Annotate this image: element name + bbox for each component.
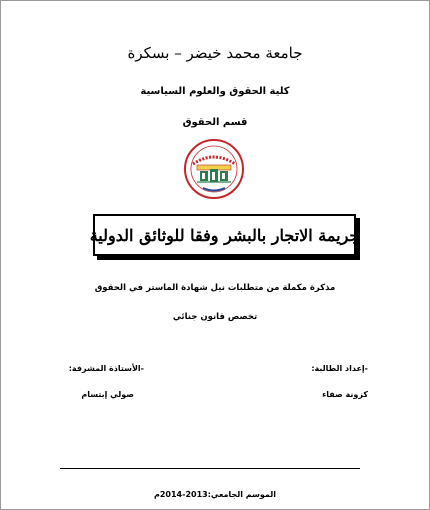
thesis-subtitle: مذكرة مكملة من متطلبات نيل شهادة الماستر في الحقوق: [94, 283, 336, 293]
footer-divider: [60, 468, 360, 469]
student-name: كزونة صفاء: [322, 390, 368, 399]
thesis-specialty: تخصص قانون جنائي: [172, 312, 258, 322]
faculty-name: كلية الحقوق والعلوم السياسية: [140, 86, 290, 97]
thesis-title: جريمة الاتجار بالبشر وفقا للوثائق الدولية: [89, 225, 360, 245]
department-name: قسم الحقوق: [182, 117, 248, 128]
university-seal-icon: [183, 138, 245, 200]
supervisor-name: صولي إبتسام: [81, 390, 134, 399]
academic-year: الموسم الجامعي:2013-2014م: [153, 490, 277, 499]
thesis-title-box: [89, 214, 360, 256]
university-name: جامعة محمد خيضر – بسكرة: [127, 44, 303, 62]
student-label: -إعداد الطالبة:: [311, 364, 368, 373]
supervisor-label: -الأستاذة المشرفة:: [68, 364, 144, 373]
